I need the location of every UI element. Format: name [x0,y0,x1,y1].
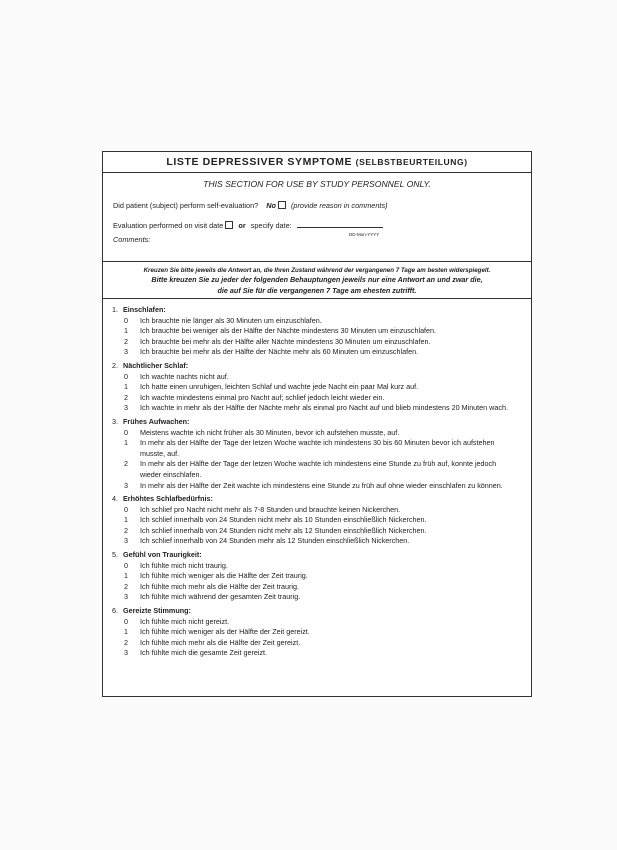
answer-score: 3 [124,536,128,546]
question-item [112,606,531,659]
answer-option[interactable] [112,536,531,547]
specify-date-label: specify date: [250,221,292,230]
answer-option[interactable] [112,617,531,628]
question-number: 4. [112,494,118,504]
answer-text: Ich schlief innerhalb von 24 Stunden mehr als 12 Stunden einschließlich Nickerchen. [140,536,410,546]
question-label: Gereizte Stimmung: [123,606,191,616]
answer-option[interactable] [112,505,531,516]
answer-option[interactable] [112,316,531,327]
answer-text: Ich fühlte mich während der gesamten Zeit traurig. [140,592,301,602]
answer-text: Ich fühlte mich weniger als die Hälfte der Zeit traurig. [140,571,308,581]
answer-text: Ich wachte in mehr als der Hälfte der Nächte mehr als einmal pro Nacht auf und blieb mindestens 20 Minuten wach. [140,403,508,413]
answer-text: In mehr als der Hälfte der Zeit wachte ich mindestens eine Stunde zu früh auf ohne wieder einschlafen zu können. [140,480,503,490]
answer-option[interactable] [112,515,531,526]
answer-score: 1 [124,382,128,392]
no-checkbox[interactable] [278,201,286,209]
self-eval-row [113,201,388,210]
eval-visit-label: Evaluation performed on visit date [113,221,224,230]
answer-option[interactable] [112,571,531,582]
answer-text: Ich fühlte mich mehr als die Hälfte der Zeit traurig. [140,581,299,591]
answer-score: 0 [124,427,128,437]
question-number: 5. [112,550,118,560]
question-item [112,417,531,491]
answer-score: 2 [124,581,128,591]
answer-text: Ich wachte nachts nicht auf. [140,371,229,381]
questionnaire-form [102,151,532,697]
answer-score: 0 [124,371,128,381]
question-label: Einschlafen: [123,305,166,314]
answer-score: 3 [124,480,128,490]
comments-label: Comments: [113,235,151,244]
question-title [112,494,531,505]
answer-score: 0 [124,560,128,570]
answer-option[interactable] [112,337,531,348]
instructions-line-3: die auf Sie für die vergangenen 7 Tage am ehesten zutrifft. [217,285,417,295]
answer-score: 0 [124,315,128,325]
answer-option[interactable] [112,428,531,439]
instructions-line-2: Bitte kreuzen Sie zu jeder der folgenden Behauptungen jeweils nur eine Antwort an und zwar die, [151,275,483,284]
answer-score: 0 [124,616,128,626]
answer-score: 3 [124,648,128,658]
question-title [112,550,531,561]
answer-text: Meistens wachte ich nicht früher als 30 Minuten, bevor ich aufstehen musste, auf. [140,427,400,437]
instructions [103,262,531,299]
question-number: 6. [112,606,118,616]
form-subtitle: (SELBSTBEURTEILUNG) [355,157,468,167]
answer-text: Ich brauchte nie länger als 30 Minuten um einzuschlafen. [140,315,322,325]
answer-option[interactable] [112,403,531,414]
answer-text: In mehr als der Hälfte der Tage der letzen Woche wachte ich mindestens 30 bis 60 Minuten bevor ich aufstehen musste, auf. [140,438,495,458]
answer-score: 2 [124,336,128,346]
answer-option[interactable] [112,592,531,603]
answer-text: In mehr als der Hälfte der Tage der letzen Woche wachte ich mindestens eine Stunde zu früh auf, konnte jedoch wieder einschlafen. [140,459,497,479]
question-item [112,305,531,358]
answer-score: 1 [124,627,128,637]
or-label: or [238,221,246,230]
staff-heading: THIS SECTION FOR USE BY STUDY PERSONNEL ONLY. [203,179,431,189]
answer-option[interactable] [112,561,531,572]
question-number: 1. [112,305,118,314]
answer-option[interactable] [112,638,531,649]
no-reason-note: (provide reason in comments) [291,201,388,210]
answer-text: Ich fühlte mich die gesamte Zeit gereizt. [140,648,268,658]
answer-text: Ich fühlte mich nicht traurig. [140,560,228,570]
question-title [112,417,531,428]
question-item [112,361,531,414]
answer-text: Ich brauchte bei mehr als der Hälfte der Nächte mehr als 60 Minuten um einzuschlafen. [140,347,419,357]
answer-option[interactable] [112,648,531,659]
answer-text: Ich schlief innerhalb von 24 Stunden nicht mehr als 10 Stunden einschließlich Nickerchen. [140,515,427,525]
answer-text: Ich wachte mindestens einmal pro Nacht auf; schlief jedoch leicht wieder ein. [140,392,385,402]
answer-option[interactable] [112,326,531,337]
answer-text: Ich schlief innerhalb von 24 Stunden nicht mehr als 12 Stunden einschließlich Nickerchen. [140,525,427,535]
question-list [103,299,531,659]
answer-text: Ich brauchte bei mehr als der Hälfte aller Nächte mindestens 30 Minuten um einzuschlafen. [140,336,431,346]
form-title-bar [103,152,531,173]
question-label: Frühes Aufwachen: [123,416,190,426]
no-label: No [266,201,276,210]
question-title [112,361,531,372]
question-title [112,305,531,316]
answer-score: 1 [124,438,128,448]
question-label: Gefühl von Traurigkeit: [123,550,202,560]
self-eval-question: Did patient (subject) perform self-evaluation? [113,201,259,210]
answer-score: 2 [124,392,128,402]
question-item [112,494,531,547]
answer-option[interactable] [112,382,531,393]
answer-option[interactable] [112,393,531,404]
instructions-line-1: Kreuzen Sie bitte jeweils die Antwort an, die Ihren Zustand während der vergangenen 7 Tage am besten widerspiegelt. [143,267,491,274]
answer-score: 1 [124,326,128,336]
answer-option[interactable] [112,481,531,492]
question-number: 2. [112,360,118,370]
answer-option[interactable] [112,627,531,638]
answer-option[interactable] [112,438,531,459]
answer-score: 3 [124,403,128,413]
answer-score: 1 [124,571,128,581]
question-title [112,606,531,617]
answer-score: 0 [124,504,128,514]
evaluation-date-row [113,220,383,230]
answer-text: Ich fühlte mich mehr als die Hälfte der Zeit gereizt. [140,637,301,647]
date-field[interactable] [297,220,383,228]
answer-score: 2 [124,525,128,535]
answer-text: Ich fühlte mich nicht gereizt. [140,616,230,626]
answer-option[interactable] [112,372,531,383]
question-label: Erhöhtes Schlafbedürfnis: [123,494,213,504]
answer-score: 3 [124,592,128,602]
question-number: 3. [112,416,118,426]
answer-text: Ich schlief pro Nacht nicht mehr als 7-8 Stunden und brauchte keinen Nickerchen. [140,504,401,514]
answer-option[interactable] [112,582,531,593]
answer-text: Ich hatte einen unruhigen, leichten Schlaf und wachte jede Nacht ein paar Mal kurz auf. [140,382,419,392]
answer-score: 3 [124,347,128,357]
answer-score: 1 [124,515,128,525]
answer-text: Ich brauchte bei weniger als der Hälfte der Nächte mindestens 30 Minuten um einzuschlafen. [140,326,437,336]
visit-date-checkbox[interactable] [225,221,233,229]
answer-text: Ich fühlte mich weniger als der Hälfte der Zeit gereizt. [140,627,310,637]
answer-score: 2 [124,637,128,647]
form-title: LISTE DEPRESSIVER SYMPTOME [166,156,353,168]
staff-section [103,173,531,262]
answer-option[interactable] [112,347,531,358]
date-format-hint: DD-Mon-YYYY [349,232,380,237]
answer-score: 2 [124,459,128,469]
answer-option[interactable] [112,526,531,537]
question-item [112,550,531,603]
question-label: Nächtlicher Schlaf: [123,360,189,370]
answer-option[interactable] [112,459,531,480]
